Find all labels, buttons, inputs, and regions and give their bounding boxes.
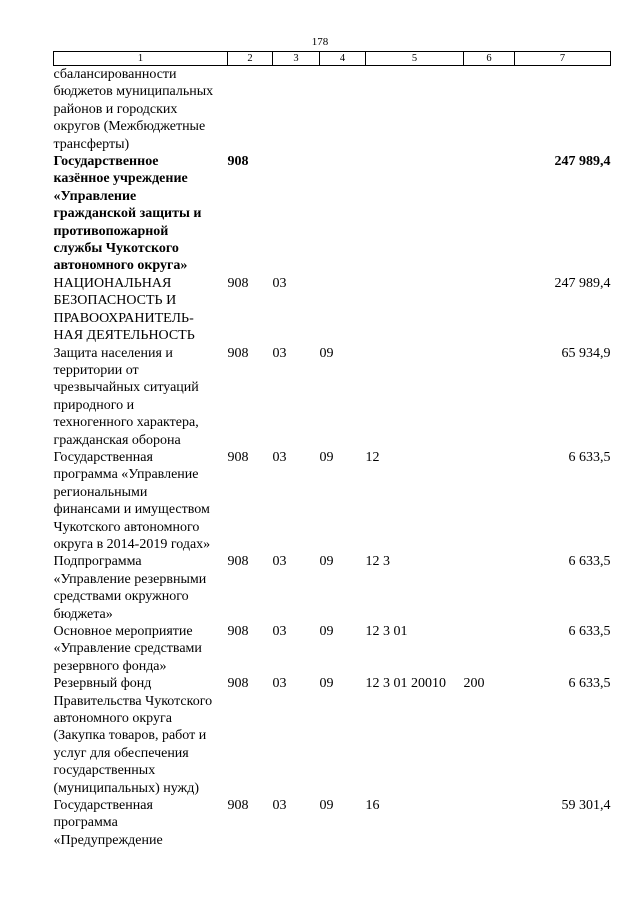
subsection-code-cell: 09 bbox=[319, 449, 334, 465]
expense-type-cell bbox=[464, 797, 515, 849]
expense-type-cell bbox=[464, 66, 515, 154]
amount-cell: 59 301,4 bbox=[561, 798, 611, 814]
ministry-code-cell: 908 bbox=[227, 345, 249, 361]
ministry-code-cell: 908 bbox=[227, 449, 249, 465]
row-name-cell: Резервный фонд Правительства Чукотского автономного округа (Закупка товаров, работ и услуг для обеспечения государственных (муниципальных) нужд) bbox=[53, 676, 213, 796]
target-article-cell bbox=[366, 345, 464, 449]
section-code-cell bbox=[273, 66, 320, 154]
section-code-cell: 03 bbox=[272, 554, 287, 570]
table-row bbox=[54, 623, 611, 675]
table-row bbox=[54, 275, 611, 345]
budget-table bbox=[53, 51, 611, 849]
expense-type-cell: 200 bbox=[463, 676, 485, 692]
subsection-code-cell: 09 bbox=[319, 554, 334, 570]
expense-type-cell bbox=[464, 553, 515, 623]
table-row bbox=[54, 66, 611, 154]
subsection-code-cell bbox=[320, 66, 366, 154]
column-header: 6 bbox=[464, 52, 515, 66]
column-header: 5 bbox=[366, 52, 464, 66]
amount-cell: 6 633,5 bbox=[568, 449, 611, 465]
table-row bbox=[54, 449, 611, 553]
subsection-code-cell: 09 bbox=[319, 798, 334, 814]
table-row bbox=[54, 553, 611, 623]
expense-type-cell bbox=[464, 275, 515, 345]
table-row bbox=[54, 675, 611, 797]
table-row bbox=[54, 153, 611, 275]
subsection-code-cell: 09 bbox=[319, 345, 334, 361]
section-code-cell bbox=[273, 153, 320, 275]
section-code-cell: 03 bbox=[272, 624, 287, 639]
expense-type-cell bbox=[464, 449, 515, 553]
column-header: 3 bbox=[273, 52, 320, 66]
target-article-cell bbox=[366, 153, 464, 275]
subsection-code-cell: 09 bbox=[319, 676, 334, 692]
section-code-cell: 03 bbox=[272, 449, 287, 465]
subsection-code-cell bbox=[320, 153, 366, 275]
amount-cell: 6 633,5 bbox=[568, 676, 611, 692]
ministry-code-cell: 908 bbox=[227, 154, 249, 170]
row-name-cell: Государственная программа «Управление региональными финансами и имуществом Чукотского автономного округа в 2014-2019 годах» bbox=[53, 449, 211, 552]
ministry-code-cell: 908 bbox=[227, 624, 249, 639]
amount-cell bbox=[515, 66, 611, 154]
ministry-code-cell: 908 bbox=[227, 554, 249, 570]
expense-type-cell bbox=[464, 153, 515, 275]
ministry-code-cell: 908 bbox=[227, 676, 249, 692]
column-header: 7 bbox=[515, 52, 611, 66]
amount-cell: 6 633,5 bbox=[568, 624, 611, 639]
table-row bbox=[54, 797, 611, 849]
subsection-code-cell: 09 bbox=[319, 624, 334, 639]
section-code-cell: 03 bbox=[272, 345, 287, 361]
amount-cell: 65 934,9 bbox=[561, 345, 611, 361]
row-name-cell: НАЦИОНАЛЬНАЯ БЕЗОПАСНОСТЬ И ПРАВООХРАНИТЕЛЬ- НАЯ ДЕЯТЕЛЬНОСТЬ bbox=[53, 275, 195, 344]
table-body bbox=[54, 66, 611, 850]
amount-cell: 6 633,5 bbox=[568, 554, 611, 570]
row-name-cell: Защита населения и территории от чрезвычайных ситуаций природного и техногенного характера, гражданская оборона bbox=[53, 345, 199, 448]
expense-type-cell bbox=[464, 623, 515, 675]
row-name-cell: Основное мероприятие «Управление средствами резервного фонда» bbox=[53, 624, 202, 674]
section-code-cell: 03 bbox=[272, 798, 287, 814]
target-article-cell bbox=[366, 275, 464, 345]
column-number-row bbox=[54, 52, 611, 66]
section-code-cell: 03 bbox=[272, 275, 287, 291]
column-header: 2 bbox=[228, 52, 273, 66]
column-header: 1 bbox=[54, 52, 228, 66]
target-article-cell: 12 3 01 20010 bbox=[365, 676, 446, 692]
amount-cell: 247 989,4 bbox=[554, 275, 611, 291]
column-header: 4 bbox=[320, 52, 366, 66]
target-article-cell: 12 3 bbox=[365, 554, 390, 570]
page-number: 178 bbox=[311, 36, 329, 48]
ministry-code-cell bbox=[228, 66, 273, 154]
target-article-cell: 12 3 01 bbox=[365, 624, 408, 639]
ministry-code-cell: 908 bbox=[227, 275, 249, 291]
subsection-code-cell bbox=[320, 275, 366, 345]
target-article-cell bbox=[366, 66, 464, 154]
section-code-cell: 03 bbox=[272, 676, 287, 692]
row-name-cell: сбалансированности бюджетов муниципальных районов и городских округов (Межбюджетные трансферты) bbox=[53, 67, 214, 152]
amount-cell: 247 989,4 bbox=[554, 154, 611, 170]
target-article-cell: 12 bbox=[365, 449, 380, 465]
ministry-code-cell: 908 bbox=[227, 798, 249, 814]
target-article-cell: 16 bbox=[365, 798, 380, 814]
row-name-cell: Государственная программа «Предупреждение bbox=[53, 798, 163, 848]
table-row bbox=[54, 345, 611, 449]
expense-type-cell bbox=[464, 345, 515, 449]
row-name-cell: Подпрограмма «Управление резервными средствами окружного бюджета» bbox=[53, 554, 207, 622]
row-name-cell: Государственное казённое учреждение «Управление гражданской защиты и противопожарной службы Чукотского автономного округа» bbox=[53, 154, 202, 274]
